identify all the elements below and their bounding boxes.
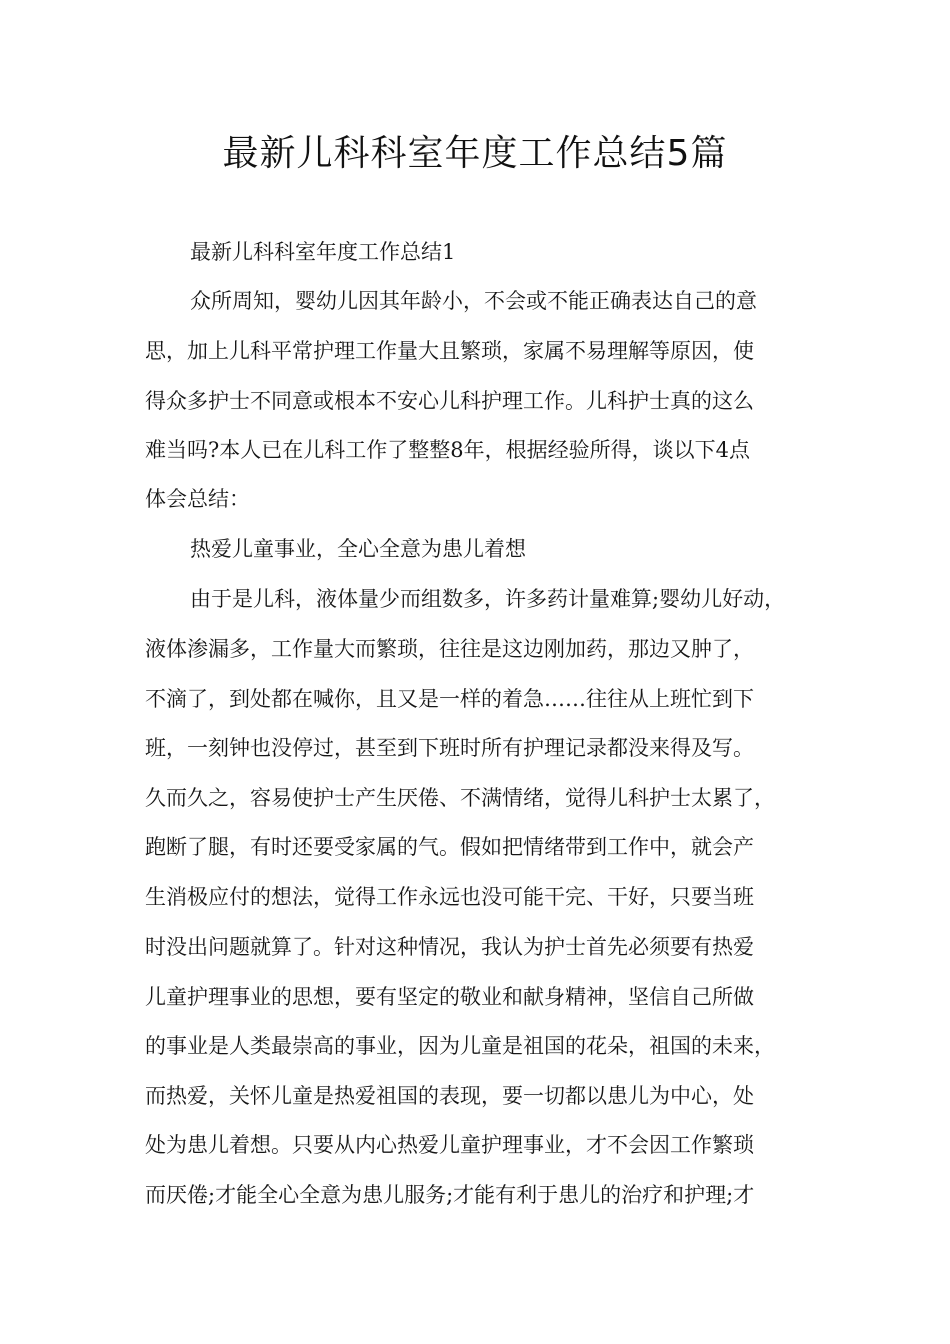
paragraph-line: 生消极应付的想法，觉得工作永远也没可能干完、干好，只要当班	[145, 885, 754, 909]
paragraph-line: 跑断了腿，有时还要受家属的气。假如把情绪带到工作中，就会产	[145, 835, 754, 859]
paragraph-line: 的事业是人类最崇高的事业，因为儿童是祖国的花朵，祖国的未来，	[145, 1034, 775, 1058]
section-heading-2: 热爱儿童事业，全心全意为患儿着想	[190, 537, 526, 561]
document-title: 最新儿科科室年度工作总结5篇	[222, 133, 728, 174]
paragraph-line: 而热爱，关怀儿童是热爱祖国的表现，要一切都以患儿为中心，处	[145, 1084, 754, 1108]
section-heading-1: 最新儿科科室年度工作总结1	[190, 240, 456, 264]
paragraph-line: 得众多护士不同意或根本不安心儿科护理工作。儿科护士真的这么	[145, 389, 754, 413]
paragraph-line: 由于是儿科，液体量少而组数多，许多药计量难算;婴幼儿好动，	[190, 587, 786, 611]
paragraph-line: 不滴了，到处都在喊你，且又是一样的着急……往往从上班忙到下	[145, 687, 754, 711]
paragraph-line: 难当吗?本人已在儿科工作了整整8年，根据经验所得，谈以下4点	[145, 438, 750, 462]
paragraph-line: 思，加上儿科平常护理工作量大且繁琐，家属不易理解等原因，使	[145, 339, 754, 363]
paragraph-line: 体会总结：	[145, 487, 250, 511]
paragraph-line: 久而久之，容易使护士产生厌倦、不满情绪，觉得儿科护士太累了，	[145, 786, 775, 810]
paragraph-line: 众所周知，婴幼儿因其年龄小，不会或不能正确表达自己的意	[190, 289, 757, 313]
paragraph-line: 儿童护理事业的思想，要有坚定的敬业和献身精神，坚信自己所做	[145, 985, 754, 1009]
paragraph-line: 而厌倦;才能全心全意为患儿服务;才能有利于患儿的治疗和护理;才	[145, 1183, 755, 1207]
paragraph-line: 处为患儿着想。只要从内心热爱儿童护理事业，才不会因工作繁琐	[145, 1133, 754, 1157]
paragraph-line: 时没出问题就算了。针对这种情况，我认为护士首先必须要有热爱	[145, 935, 754, 959]
paragraph-line: 班，一刻钟也没停过，甚至到下班时所有护理记录都没来得及写。	[145, 736, 754, 760]
paragraph-line: 液体渗漏多，工作量大而繁琐，往往是这边刚加药，那边又肿了，	[145, 637, 754, 661]
